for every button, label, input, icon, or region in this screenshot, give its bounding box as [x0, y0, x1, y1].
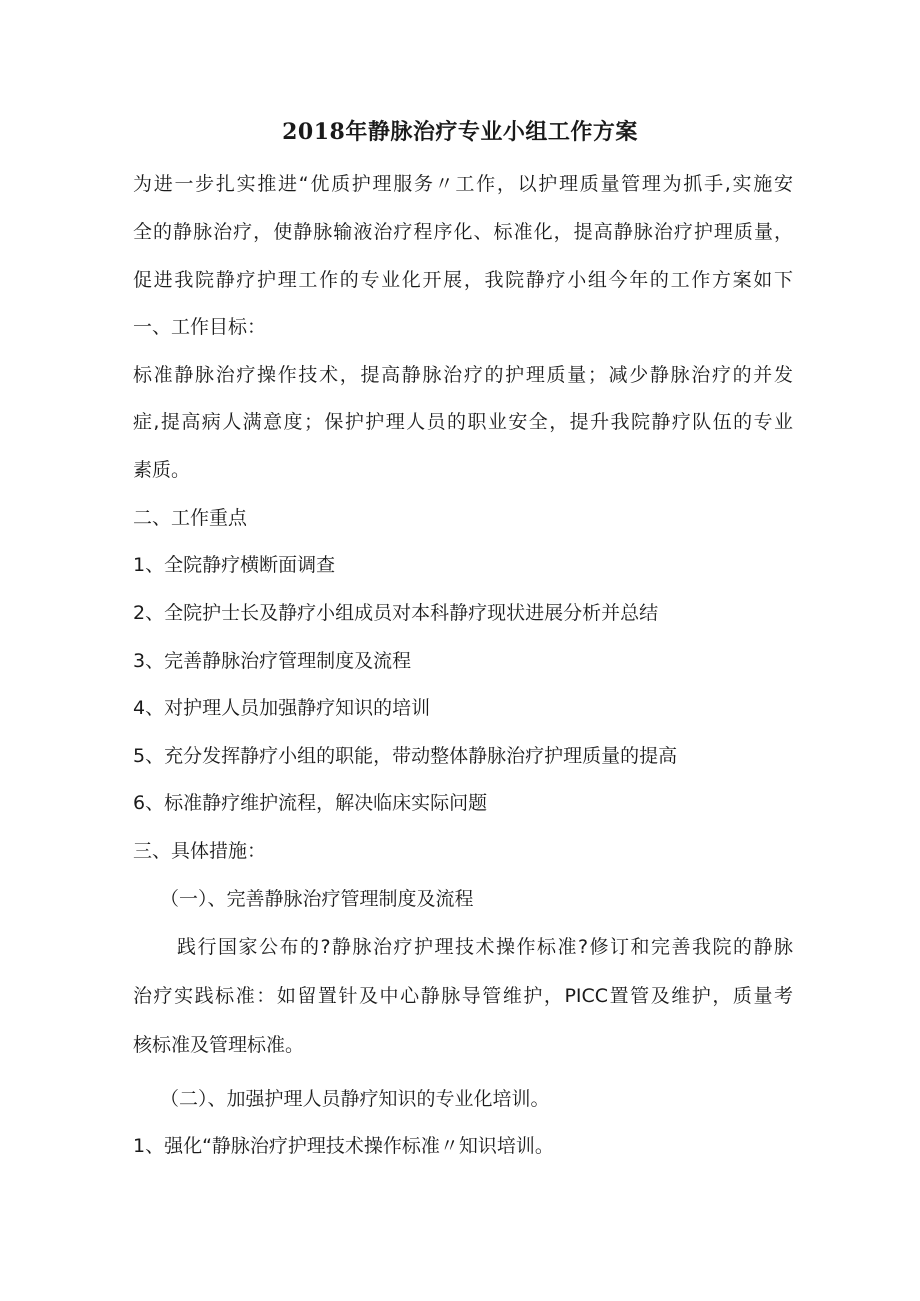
- section1-heading: 一、工作目标：: [133, 316, 267, 338]
- section2-heading: 二、工作重点: [133, 507, 248, 529]
- section3-sub2-heading: （二）、加强护理人员静疗知识的专业化培训。: [160, 1088, 550, 1110]
- document-title: 2018年静脉治疗专业小组工作方案: [282, 119, 638, 145]
- intro-line-1: 为进一步扎实推进“优质护理服务〃工作，以护理质量管理为抓手,实施安: [133, 173, 793, 195]
- section1-line-3: 素质。: [133, 459, 191, 481]
- section3-sub1-line-3: 核标准及管理标准。: [133, 1034, 305, 1056]
- section2-item-1: 1、全院静疗横断面调查: [133, 554, 336, 576]
- section3-heading: 三、具体措施：: [133, 840, 267, 862]
- section2-item-2: 2、全院护士长及静疗小组成员对本科静疗现状进展分析并总结: [133, 602, 659, 624]
- intro-line-2: 全的静脉治疗，使静脉输液治疗程序化、标准化，提高静脉治疗护理质量，: [133, 221, 793, 243]
- section1-line-2: 症,提高病人满意度；保护护理人员的职业安全，提升我院静疗队伍的专业: [133, 411, 793, 433]
- section3-sub1-heading: （一）、完善静脉治疗管理制度及流程: [160, 888, 474, 910]
- section2-item-4: 4、对护理人员加强静疗知识的培训: [133, 697, 431, 719]
- intro-line-3: 促进我院静疗护理工作的专业化开展，我院静疗小组今年的工作方案如下: [133, 269, 793, 291]
- section3-sub1-line-2: 治疗实践标准：如留置针及中心静脉导管维护，PICC置管及维护，质量考: [133, 985, 793, 1007]
- section3-sub2-item-1: 1、强化“静脉治疗护理技术操作标准〃知识培训。: [133, 1135, 554, 1157]
- section1-line-1: 标准静脉治疗操作技术，提高静脉治疗的护理质量；减少静脉治疗的并发: [133, 364, 793, 386]
- section2-item-3: 3、完善静脉治疗管理制度及流程: [133, 650, 412, 672]
- section2-item-5: 5、充分发挥静疗小组的职能，带动整体静脉治疗护理质量的提高: [133, 745, 678, 767]
- section2-item-6: 6、标准静疗维护流程，解决临床实际问题: [133, 792, 488, 814]
- section3-sub1-line-1: 践行国家公布的?静脉治疗护理技术操作标准?修订和完善我院的静脉: [177, 936, 793, 958]
